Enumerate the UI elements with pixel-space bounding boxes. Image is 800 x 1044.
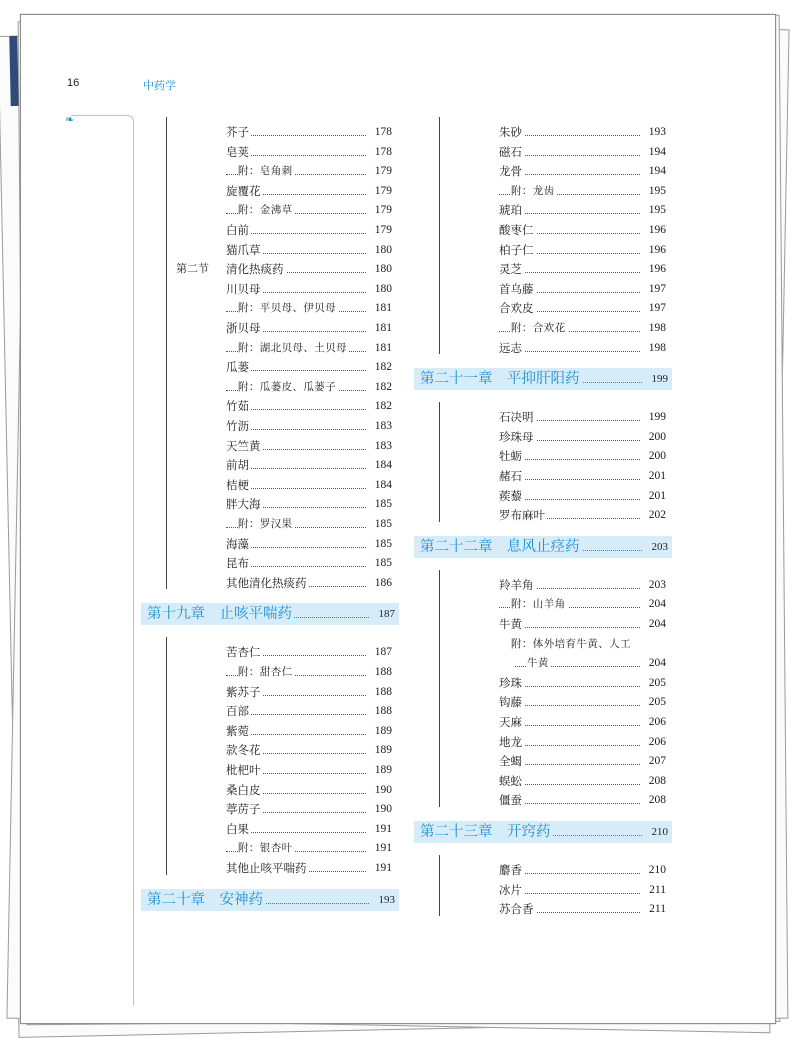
toc-page-number: 189 [375,741,392,759]
toc-entry-name: 桔梗 [226,477,249,492]
toc-entry [499,772,666,790]
toc-entry [226,417,392,435]
chapter-page-number: 193 [377,889,396,911]
toc-entry-name: 麝香 [499,863,522,877]
toc-entry-name: 石决明 [499,410,534,425]
toc-entry-name: 灵芝 [499,262,522,277]
toc-entry-name: 附：龙齿 [511,182,557,200]
toc-sub-entry [226,201,392,219]
toc-entry-name: 昆布 [226,556,249,571]
toc-entry [226,319,392,337]
toc-page-number: 185 [375,554,392,572]
toc-sub-entry [226,162,392,180]
toc-entry-name: 瓜蒌 [226,360,249,375]
toc-entry-name: 桑白皮 [226,782,261,797]
toc-page-number: 194 [649,143,666,161]
toc-sub-entry [499,319,666,337]
toc-page-number: 181 [375,299,392,317]
chapter-title: 第二十二章 息风止痉药 [420,536,582,558]
cover-edge [9,36,18,106]
toc-page-number: 183 [375,417,392,435]
toc-entry [226,800,392,818]
toc-entry-name: 远志 [499,340,522,355]
toc-entry [226,535,392,553]
toc-entry [499,143,666,161]
toc-page-number: 182 [375,397,392,415]
toc-entry [226,554,392,572]
toc-entry-name: 附：皂角刺 [238,162,295,180]
toc-entry [499,260,666,278]
book-page [20,14,776,1024]
toc-page-number: 206 [649,713,666,731]
toc-page-number: 205 [649,674,666,692]
toc-sub-entry [226,299,392,317]
toc-page-number: 189 [375,761,392,779]
toc-entry-name: 赭石 [499,469,522,483]
toc-page-number: 186 [375,574,392,592]
toc-entry-name: 首乌藤 [499,281,534,296]
toc-page-number: 178 [375,143,392,161]
toc-entry [226,182,392,200]
toc-page-number: 191 [375,859,392,877]
toc-entry-name: 竹茹 [226,399,249,414]
toc-page-number: 191 [375,839,392,857]
toc-entry-name: 苏合香 [499,902,534,917]
toc-entry [499,674,666,692]
column-rule [439,855,440,916]
toc-entry [499,861,666,879]
page-number: 16 [67,77,80,89]
toc-entry [499,221,666,239]
toc-entry-name: 附：平贝母、伊贝母 [238,299,338,317]
toc-entry [226,643,392,661]
toc-entry [226,476,392,494]
toc-page-number: 188 [375,702,392,720]
toc-entry [499,900,666,918]
toc-entry [226,397,392,415]
toc-page-number: 179 [375,201,392,219]
toc-entry-name: 珍珠母 [499,429,534,444]
toc-sub-entry [499,595,666,613]
toc-entry-name: 琥珀 [499,203,522,218]
chapter-heading [414,536,672,558]
toc-page-number: 191 [375,820,392,838]
toc-entry [499,576,666,594]
toc-sub-entry [499,182,666,200]
toc-page-number: 182 [375,358,392,376]
toc-entry-name: 枇杷叶 [226,763,261,777]
toc-entry-name: 其他止咳平喘药 [226,861,307,875]
toc-entry-name: 附：瓜蒌皮、瓜蒌子 [238,378,338,396]
toc-page-number: 196 [649,221,666,239]
toc-entry-name: 蜈蚣 [499,773,522,788]
toc-entry [226,574,392,592]
toc-entry [499,506,666,524]
toc-entry-name: 芥子 [226,125,249,139]
toc-entry [499,280,666,298]
toc-entry-name: 羚羊角 [499,577,534,592]
toc-entry-name: 百部 [226,704,249,719]
chapter-heading [141,603,399,625]
toc-entry [226,358,392,376]
toc-page-number: 198 [649,339,666,357]
toc-page-number: 208 [649,791,666,809]
toc-entry-name: 牛黄 [527,654,551,672]
toc-entry-name: 浙贝母 [226,321,261,335]
chapter-heading [414,821,672,843]
toc-entry-name: 地龙 [499,734,522,749]
toc-sub-entry [499,635,666,653]
toc-entry [499,733,666,751]
toc-page-number: 179 [375,221,392,239]
toc-entry [499,201,666,219]
toc-page-number: 180 [375,280,392,298]
column-rule [439,117,440,354]
toc-entry [499,428,666,446]
chapter-heading [141,889,399,911]
frame-line [133,123,134,1005]
toc-entry-name: 川贝母 [226,281,261,296]
toc-entry [499,752,666,770]
column-rule [166,637,167,874]
toc-page-number: 204 [649,615,666,633]
leaf-icon: ❧ [65,113,75,126]
toc-page-number: 181 [375,339,392,357]
toc-page-number: 200 [649,447,666,465]
toc-page-number: 206 [649,733,666,751]
toc-entry [226,859,392,877]
toc-entry-name: 其他清化热痰药 [226,575,307,590]
toc-page-number: 189 [375,722,392,740]
toc-page-number: 202 [649,506,666,524]
chapter-page-number: 199 [650,368,669,390]
toc-entry-name: 紫苏子 [226,684,261,699]
toc-entry-name: 罗布麻叶 [499,508,545,523]
toc-entry [176,260,392,278]
toc-entry [499,615,666,633]
chapter-title: 第二十一章 平抑肝阳药 [420,368,582,390]
toc-entry [226,495,392,513]
toc-entry [226,683,392,701]
toc-entry-name: 苦杏仁 [226,645,261,660]
toc-page-number: 193 [649,123,666,141]
toc-entry [499,241,666,259]
book-title: 中药学 [143,80,176,92]
toc-entry-name: 牛黄 [499,617,522,631]
toc-entry-name: 龙骨 [499,164,522,179]
toc-entry [226,241,392,259]
toc-entry-name: 天麻 [499,715,522,729]
toc-entry-name: 附：合欢花 [511,319,568,337]
toc-entry [499,339,666,357]
toc-entry-name: 紫菀 [226,723,249,738]
toc-entry-name: 猫爪草 [226,242,261,257]
toc-page-number: 188 [375,663,392,681]
toc-entry-name: 朱砂 [499,125,522,139]
toc-entry [226,280,392,298]
toc-page-number: 201 [649,467,666,485]
toc-entry [499,162,666,180]
toc-page-number: 180 [375,260,392,278]
toc-entry-name: 海藻 [226,536,249,551]
toc-entry-name: 白前 [226,223,249,237]
toc-page-number: 194 [649,162,666,180]
toc-page-number: 183 [375,437,392,455]
toc-page-number: 184 [375,456,392,474]
toc-entry-name: 附：体外培育牛黄、人工 [511,635,633,653]
section-label: 第二节 [176,262,209,276]
toc-entry [226,456,392,474]
toc-sub-entry [226,378,392,396]
toc-page-number: 199 [649,408,666,426]
toc-entry-name: 蒺藜 [499,488,522,503]
toc-entry [226,741,392,759]
toc-page-number: 190 [375,800,392,818]
column-rule [439,402,440,522]
toc-page-number: 204 [649,654,666,672]
toc-page-number: 197 [649,280,666,298]
toc-page-number: 208 [649,772,666,790]
chapter-title: 第二十章 安神药 [147,889,265,911]
toc-page-number: 195 [649,201,666,219]
toc-page-number: 179 [375,162,392,180]
toc-entry-name: 冰片 [499,882,522,897]
toc-entry [499,408,666,426]
toc-entry [499,791,666,809]
toc-sub-entry [226,339,392,357]
toc-page-number: 204 [649,595,666,613]
toc-page-number: 190 [375,781,392,799]
toc-entry-name: 附：罗汉果 [238,515,295,533]
toc-entry-name: 胖大海 [226,497,261,512]
toc-page-number: 200 [649,428,666,446]
toc-entry [499,881,666,899]
toc-entry [499,713,666,731]
toc-page-number: 201 [649,487,666,505]
toc-entry-name: 前胡 [226,458,249,473]
toc-entry [226,123,392,141]
column-rule [439,570,440,807]
toc-entry-name: 牡蛎 [499,449,522,464]
toc-page-number: 181 [375,319,392,337]
toc-entry [226,437,392,455]
toc-entry-name: 附：山羊角 [511,595,568,613]
toc-entry-name: 全蝎 [499,754,522,769]
toc-page-number: 210 [649,861,666,879]
toc-page-number: 185 [375,515,392,533]
toc-entry-name: 天竺黄 [226,438,261,453]
chapter-page-number: 203 [650,536,669,558]
toc-entry [226,761,392,779]
toc-entry-name: 竹沥 [226,419,249,433]
chapter-page-number: 187 [377,603,396,625]
toc-page-number: 211 [649,900,666,918]
toc-page-number: 207 [649,752,666,770]
toc-page-number: 180 [375,241,392,259]
toc-page-number: 179 [375,182,392,200]
toc-entry-name: 僵蚕 [499,793,522,808]
toc-entry [226,820,392,838]
toc-entry-name: 珍珠 [499,675,522,690]
toc-entry [499,299,666,317]
toc-entry-name: 清化热痰药 [226,262,284,277]
toc-page-number: 184 [375,476,392,494]
toc-entry [226,702,392,720]
toc-entry-name: 附：金沸草 [238,201,295,219]
toc-page-number: 188 [375,683,392,701]
toc-page-number: 205 [649,693,666,711]
toc-entry-name: 旋覆花 [226,183,261,198]
toc-entry [499,447,666,465]
toc-sub-entry [226,839,392,857]
toc-entry-name: 皂荚 [226,144,249,159]
toc-entry-name: 附：银杏叶 [238,839,295,857]
toc-entry [499,487,666,505]
toc-page-number: 203 [649,576,666,594]
toc-entry [499,693,666,711]
chapter-heading [414,368,672,390]
toc-entry [226,221,392,239]
toc-entry [226,722,392,740]
toc-entry-name: 合欢皮 [499,301,534,316]
toc-entry [226,143,392,161]
toc-page-number: 196 [649,241,666,259]
toc-page-number: 211 [649,881,666,899]
toc-entry-name: 白果 [226,821,249,836]
column-rule [166,117,167,589]
toc-page-number: 178 [375,123,392,141]
frame-corner [71,115,134,124]
toc-entry-name: 酸枣仁 [499,223,534,237]
toc-entry-name: 款冬花 [226,743,261,758]
toc-page-number: 197 [649,299,666,317]
toc-page-number: 198 [649,319,666,337]
toc-entry-name: 附：湖北贝母、土贝母 [238,339,349,357]
toc-sub-entry [226,663,392,681]
toc-entry [226,781,392,799]
toc-page-number: 195 [649,182,666,200]
toc-entry-name: 附：甜杏仁 [238,663,295,681]
chapter-title: 第十九章 止咳平喘药 [147,603,294,625]
toc-page-number: 196 [649,260,666,278]
chapter-page-number: 210 [650,821,669,843]
toc-page-number: 185 [375,535,392,553]
toc-entry-name: 葶苈子 [226,802,261,817]
toc-entry [499,467,666,485]
toc-page-number: 185 [375,495,392,513]
toc-page-number: 187 [375,643,392,661]
toc-page-number: 182 [375,378,392,396]
chapter-title: 第二十三章 开窍药 [420,821,553,843]
toc-sub-entry [226,515,392,533]
toc-entry-name: 柏子仁 [499,242,534,257]
toc-entry-name: 钩藤 [499,695,522,710]
toc-sub-entry-continued [515,654,666,672]
toc-entry-name: 磁石 [499,144,522,159]
toc-entry [499,123,666,141]
